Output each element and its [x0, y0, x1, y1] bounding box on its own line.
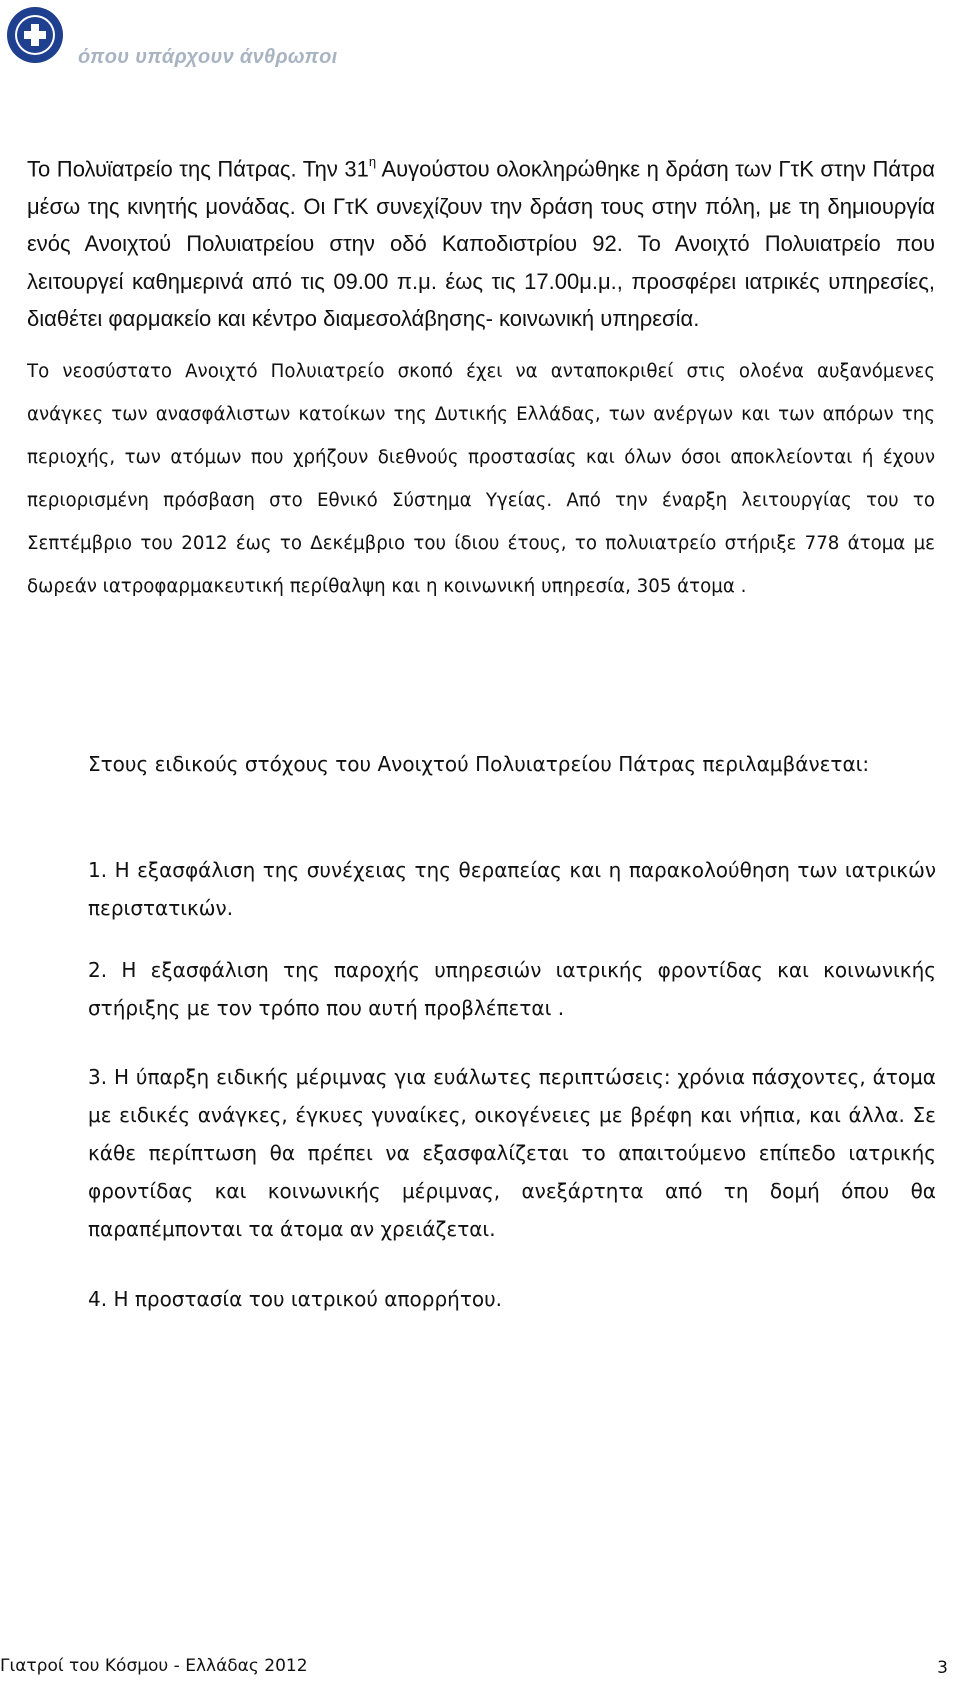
- goal-item-2: 2. Η εξασφάλιση της παροχής υπηρεσιών ιατρικής φροντίδας και κοινωνικής στήριξης με τον τρόπο που αυτή προβλέπεται .: [88, 958, 936, 1020]
- paragraph-details: Το νεοσύστατο Ανοιχτό Πολυιατρείο σκοπό έχει να ανταποκριθεί στις ολοένα αυξανόμενες ανάγκες των ανασφάλιστων κατοίκων της Δυτικής Ελλάδας, των ανέργων και των απόρων της περιοχής, των ατόμων που χρήζουν διεθνούς προστασίας και όλων όσοι αποκλείονται ή έχουν περιορισμένη πρόσβαση στο Εθνικό Σύστημα Υγείας. Από την έναρξη λειτουργίας του το Σεπτέμβριο του 2012 έως το Δεκέμβριο του ίδιου έτους, το πολυιατρείο στήριξε 778 άτομα με δωρεάν ιατροφαρμακευτική περίθαλψη και η κοινωνική υπηρεσία, 305 άτομα .: [27, 361, 935, 597]
- footer-text: Γιατροί του Κόσμου - Ελλάδας 2012: [0, 1656, 308, 1676]
- page-number: 3: [937, 1658, 948, 1678]
- superscript-eta: η: [368, 154, 377, 169]
- tagline: όπου υπάρχουν άνθρωποι: [78, 46, 338, 68]
- paragraph-intro-part-b: Αυγούστου ολοκληρώθηκε η δράση των ΓτΚ στην Πάτρα μέσω της κινητής μονάδας. Οι ΓτΚ συνεχίζουν την δράση τους στην πόλη, με τη δημιουργία ενός Ανοιχτού Πολυιατρείου στην οδό Καποδιστρίου 92. Το Ανοιχτό Πολυιατρείο που λειτουργεί καθημερινά από τις 09.00 π.μ. έως τις 17.00μ.μ., προσφέρει ιατρικές υπηρεσίες, διαθέτει φαρμακείο και κέντρο διαμεσολάβησης- κοινωνική υπηρεσία.: [27, 156, 936, 332]
- paragraph-intro-part-a: Το Πολυϊατρείο της Πάτρας. Την 31: [27, 156, 369, 182]
- goal-item-4: 4. Η προστασία του ιατρικού απορρήτου.: [88, 1287, 503, 1311]
- goals-intro: Στους ειδικούς στόχους του Ανοιχτού Πολυιατρείου Πάτρας περιλαμβάνεται:: [88, 752, 870, 776]
- doctors-of-the-world-logo: [6, 6, 64, 64]
- goal-item-1: 1. Η εξασφάλιση της συνέχειας της θεραπείας και η παρακολούθηση των ιατρικών περιστατικών.: [88, 858, 936, 920]
- paragraph-intro: [27, 145, 935, 338]
- page-header: [6, 6, 506, 66]
- goal-item-3: 3. Η ύπαρξη ειδικής μέριμνας για ευάλωτες περιπτώσεις: χρόνια πάσχοντες, άτομα με ειδικές ανάγκες, έγκυες γυναίκες, οικογένειες με βρέφη και νήπια, και άλλα. Σε κάθε περίπτωση θα πρέπει να εξασφαλίζεται το απαιτούμενο επίπεδο ιατρικής φροντίδας και κοινωνικής μέριμνας, ανεξάρτητα από τη δομή όπου θα παραπέμπονται τα άτομα αν χρειάζεται.: [88, 1065, 936, 1241]
